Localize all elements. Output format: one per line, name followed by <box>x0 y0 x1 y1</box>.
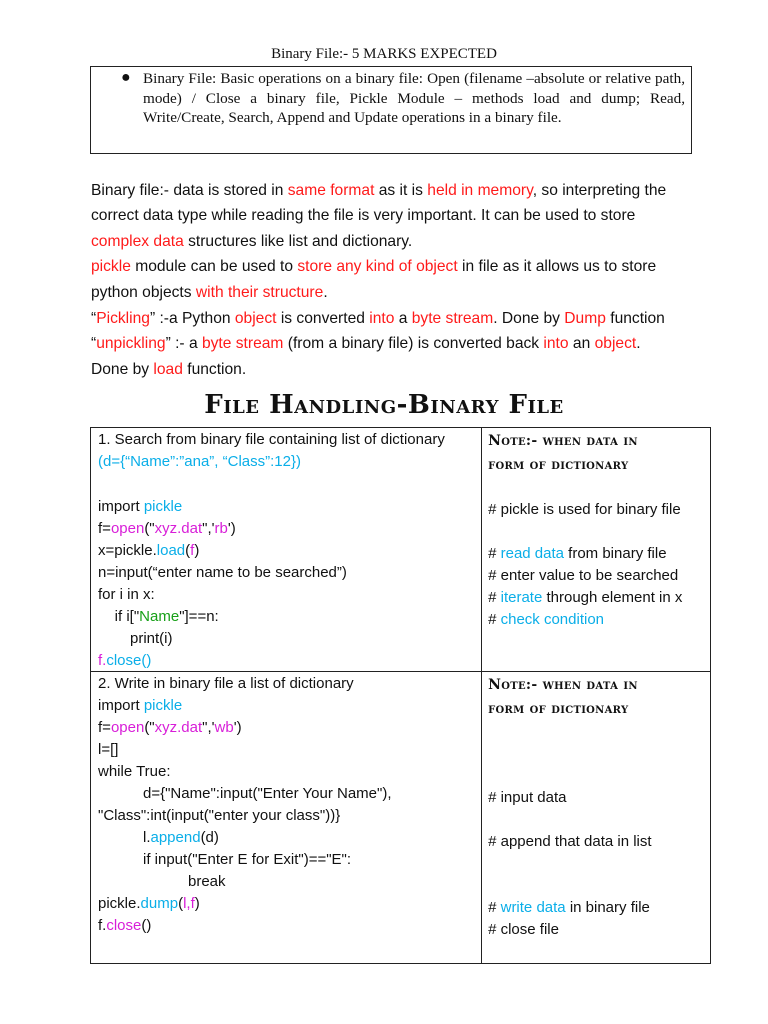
write-code-cell <box>91 672 482 964</box>
code-line: 2. Write in binary file a list of dictionary <box>98 675 354 692</box>
code-line: if i["Name"]==n: <box>98 608 219 625</box>
code-line: print(i) <box>130 630 173 647</box>
write-notes-cell <box>482 672 711 964</box>
comment-line: # read data from binary file <box>488 545 667 562</box>
comment-line: # write data in binary file <box>488 899 650 916</box>
code-line: x=pickle.load(f) <box>98 542 200 559</box>
search-notes-cell <box>482 428 711 672</box>
comment-line: # append that data in list <box>488 833 652 850</box>
comment-line: # input data <box>488 789 567 806</box>
intro-line-8: Done by load function. <box>91 361 247 378</box>
code-line: n=input(“enter name to be searched”) <box>98 564 347 581</box>
code-line: while True: <box>98 763 171 780</box>
code-line: d={"Name":input("Enter Your Name"), <box>143 785 392 802</box>
comment-line: # check condition <box>488 611 605 628</box>
comment-line: # enter value to be searched <box>488 567 679 584</box>
table-row <box>91 672 711 964</box>
table-row <box>91 428 711 672</box>
note-heading: Note:- when data in <box>488 677 638 693</box>
code-line: if input("Enter E for Exit")=="E": <box>143 851 352 868</box>
code-line: f=open("xyz.dat",'rb') <box>98 520 236 537</box>
page-heading: Binary File:- 5 MARKS EXPECTED <box>271 46 497 62</box>
intro-line-1: Binary file:- data is stored in same format as it is held in memory, so interpreting the <box>91 182 667 199</box>
note-heading: form of dictionary <box>488 457 629 473</box>
comment-line: # close file <box>488 921 559 938</box>
bullet-icon: ● <box>121 69 131 86</box>
intro-line-3: complex data structures like list and dictionary. <box>91 233 413 250</box>
code-line: f.close() <box>98 652 152 669</box>
comment-line: # iterate through element in x <box>488 589 683 606</box>
code-line: import pickle <box>98 498 183 515</box>
code-line: f.close() <box>98 917 152 934</box>
code-line: (d={“Name”:”ana”, “Class”:12}) <box>98 453 301 470</box>
intro-line-6: “Pickling” :-a Python object is converted into a byte stream. Done by Dump function <box>91 310 665 327</box>
code-line: l=[] <box>98 741 119 758</box>
code-line: for i in x: <box>98 586 155 603</box>
comment-line: # pickle is used for binary file <box>488 501 681 518</box>
code-line: f=open("xyz.dat",'wb') <box>98 719 242 736</box>
code-table <box>90 427 711 964</box>
code-line: import pickle <box>98 697 183 714</box>
intro-line-2: correct data type while reading the file is very important. It can be used to store <box>91 207 636 224</box>
code-line: 1. Search from binary file containing list of dictionary <box>98 431 445 448</box>
intro-line-7: “unpickling” :- a byte stream (from a binary file) is converted back into an object. <box>91 335 641 352</box>
intro-line-4: pickle module can be used to store any kind of object in file as it allows us to store <box>91 258 657 275</box>
intro-line-5: python objects with their structure. <box>91 284 328 301</box>
code-line: "Class":int(input("enter your class"))} <box>98 807 341 824</box>
search-code-cell <box>91 428 482 672</box>
syllabus-box <box>90 66 692 154</box>
code-line: l.append(d) <box>143 829 219 846</box>
code-line: break <box>188 873 226 890</box>
note-heading: form of dictionary <box>488 701 629 717</box>
note-heading: Note:- when data in <box>488 433 638 449</box>
section-title: File Handling-Binary File <box>204 390 564 420</box>
syllabus-text: Binary File: Basic operations on a binary file: Open (filename –absolute or relative path, mode) / Close a binary file, Pickle Module – methods load and dump; Read, Write/Create, Search, Append and Update operations in a binary file. <box>143 70 685 126</box>
code-line: pickle.dump(l,f) <box>98 895 200 912</box>
